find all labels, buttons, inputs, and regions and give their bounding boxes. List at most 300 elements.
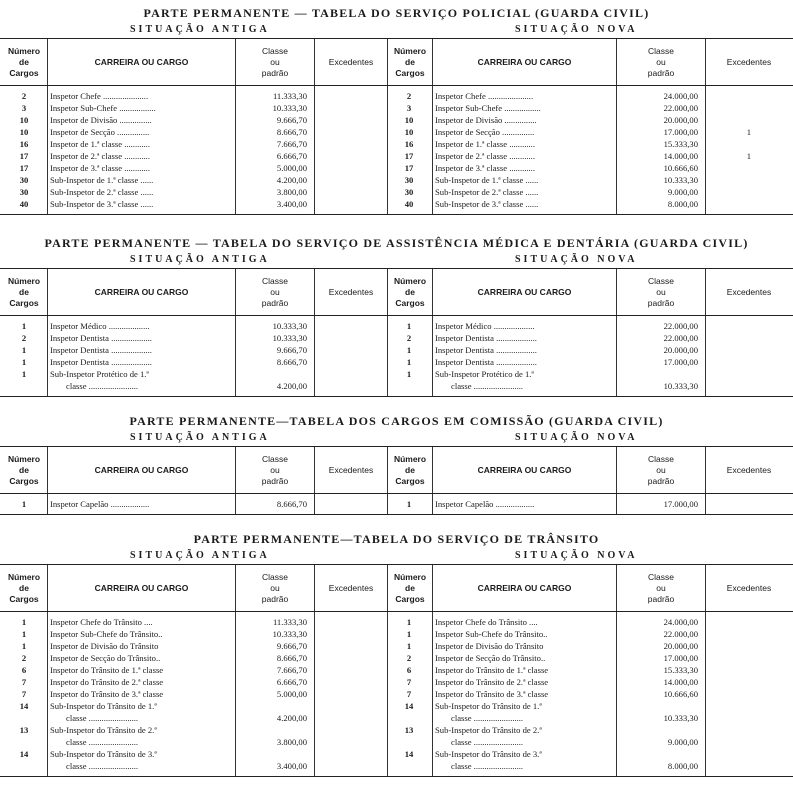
numero-cell: 14 <box>404 701 414 711</box>
classe-value-cell: 8.666,70 <box>276 127 307 137</box>
cargo-text: Sub-Inspetor de 2.ª classe ...... <box>50 187 154 197</box>
situacao-row <box>0 548 793 565</box>
cargo-cell <box>432 138 618 150</box>
classe-value-cell: 17.000,00 <box>663 653 698 663</box>
excedentes-cell <box>314 162 386 174</box>
cargo-text-cont: classe ....................... <box>451 737 524 747</box>
classe-value-cell: 17.000,00 <box>663 499 698 509</box>
header-classe-text <box>262 572 288 605</box>
table-row <box>0 700 793 724</box>
header-classe-line: padrão <box>261 297 289 308</box>
situacao-nova-label: SITUAÇÃO NOVA <box>515 550 638 561</box>
cargo-cell <box>47 320 237 332</box>
numero-cell: 13 <box>404 725 414 735</box>
numero-cell: 1 <box>406 499 412 509</box>
table-row <box>0 332 793 344</box>
cargo-cell <box>47 640 237 652</box>
numero-cell: 1 <box>406 617 412 627</box>
table-row <box>0 198 793 210</box>
header-carreira-ou-cargo <box>47 269 235 315</box>
header-excedentes <box>314 565 387 611</box>
header-classe-line: padrão <box>647 475 675 486</box>
cargo-text: Inspetor Médico ................... <box>435 321 535 331</box>
cargo-text-cont: classe ....................... <box>66 737 139 747</box>
cargo-cell <box>432 748 618 772</box>
cargo-cell <box>47 700 237 724</box>
cargo-cell <box>432 186 618 198</box>
excedentes-cell: 1 <box>746 151 751 161</box>
cargo-text: Inspetor Dentista ................... <box>435 333 537 343</box>
column-header-row <box>0 39 793 86</box>
table-row <box>0 688 793 700</box>
numero-cell: 17 <box>404 163 414 173</box>
header-classe-ou-padrao <box>235 565 314 611</box>
cargo-cell <box>47 498 237 510</box>
numero-cell: 16 <box>404 139 414 149</box>
header-numero-line: de <box>405 286 415 297</box>
excedentes-cell <box>705 174 791 186</box>
classe-value-cell: 7.666,70 <box>276 665 307 675</box>
cargo-cell <box>47 138 237 150</box>
cargo-text: Inspetor Dentista ................... <box>50 333 152 343</box>
numero-cell: 17 <box>19 151 29 161</box>
table-row <box>0 676 793 688</box>
header-classe-ou-padrao <box>616 447 705 493</box>
classe-value-cell: 14.000,00 <box>663 151 698 161</box>
excedentes-cell <box>705 344 791 356</box>
cargo-text: Sub-Inspetor do Trânsito de 2.ª <box>50 725 157 735</box>
excedentes-cell <box>705 676 791 688</box>
header-numero-line: Cargos <box>395 67 425 78</box>
header-classe-text <box>648 276 674 309</box>
cargo-cell <box>47 368 237 392</box>
cargo-cell <box>47 344 237 356</box>
header-numero-text <box>8 276 40 309</box>
header-numero-line: Número <box>7 453 41 464</box>
header-numero-line: Número <box>393 571 427 582</box>
header-classe-line: Classe <box>648 45 674 56</box>
numero-cell: 2 <box>21 333 27 343</box>
classe-value-cell: 22.000,00 <box>663 103 698 113</box>
cargo-text: Sub-Inspetor Protético de 1.ª <box>50 369 149 379</box>
excedentes-cell <box>705 368 791 392</box>
excedentes-cell <box>314 320 386 332</box>
excedentes-cell <box>705 688 791 700</box>
cargo-cell <box>432 344 618 356</box>
header-classe-text <box>262 454 288 487</box>
numero-cell: 3 <box>21 103 27 113</box>
cargo-cell <box>47 332 237 344</box>
cargo-text: Inspetor Sub-Chefe ................. <box>50 103 156 113</box>
cargo-cell <box>432 628 618 640</box>
situacao-antiga-label: SITUAÇÃO ANTIGA <box>130 550 270 561</box>
header-numero-text <box>394 46 426 79</box>
cargo-cell <box>47 664 237 676</box>
cargo-cell <box>432 114 618 126</box>
header-classe-line: ou <box>656 582 666 593</box>
cargo-text: Inspetor de Divisão ............... <box>435 115 537 125</box>
numero-cell: 17 <box>404 151 414 161</box>
cargo-text: Inspetor do Trânsito de 3.ª classe <box>435 689 549 699</box>
numero-cell: 1 <box>406 629 412 639</box>
cargo-cell <box>47 688 237 700</box>
excedentes-cell <box>705 138 791 150</box>
header-carreira-ou-cargo <box>47 565 235 611</box>
header-excedentes <box>705 447 792 493</box>
excedentes-cell <box>705 186 791 198</box>
cargo-text: Inspetor de 3.ª classe ............ <box>50 163 150 173</box>
classe-value-cell: 10.333,30 <box>272 333 307 343</box>
table-row <box>0 102 793 114</box>
cargo-text: Inspetor Dentista ................... <box>50 345 152 355</box>
header-numero-cargos <box>387 39 432 85</box>
header-numero-cargos <box>387 565 432 611</box>
excedentes-cell <box>314 138 386 150</box>
situacao-antiga-label: SITUAÇÃO ANTIGA <box>130 254 270 265</box>
numero-cell: 10 <box>19 115 29 125</box>
cargo-text: Inspetor de Divisão do Trânsito <box>435 641 544 651</box>
excedentes-cell <box>314 724 386 748</box>
cargo-text: Sub-Inspetor de 3.ª classe ...... <box>50 199 154 209</box>
header-classe-line: ou <box>656 56 666 67</box>
cargo-cell <box>47 628 237 640</box>
header-numero-line: Cargos <box>395 475 425 486</box>
header-classe-line: Classe <box>648 275 674 286</box>
excedentes-cell <box>314 498 386 510</box>
cargo-cell <box>432 688 618 700</box>
numero-cell: 2 <box>406 91 412 101</box>
excedentes-cell <box>314 198 386 210</box>
header-numero-text <box>8 46 40 79</box>
header-numero-line: Cargos <box>9 475 39 486</box>
cargo-cell <box>47 676 237 688</box>
header-classe-ou-padrao <box>616 39 705 85</box>
classe-value-cell: 8.666,70 <box>276 357 307 367</box>
header-numero-line: Cargos <box>9 67 39 78</box>
table-row <box>0 138 793 150</box>
cargo-cell <box>47 652 237 664</box>
cargo-cell <box>47 174 237 186</box>
cargo-cell <box>432 498 618 510</box>
table-row <box>0 150 793 162</box>
header-carreira-ou-cargo <box>47 39 235 85</box>
table-row <box>0 628 793 640</box>
cargo-text: Inspetor do Trânsito de 3.ª classe <box>50 689 164 699</box>
numero-cell: 1 <box>21 345 27 355</box>
excedentes-cell <box>314 332 386 344</box>
cargo-text: Sub-Inspetor de 1.ª classe ...... <box>435 175 539 185</box>
table-row <box>0 114 793 126</box>
header-carreira-text: CARREIRA OU CARGO <box>477 464 572 475</box>
cargo-cell <box>47 150 237 162</box>
header-numero-cargos <box>2 39 46 85</box>
excedentes-cell <box>705 616 791 628</box>
excedentes-cell <box>314 700 386 724</box>
table-title: PARTE PERMANENTE — TABELA DO SERVIÇO POLICIAL (GUARDA CIVIL) <box>143 6 650 20</box>
cargo-text: Inspetor de Secção ............... <box>435 127 535 137</box>
header-classe-ou-padrao <box>616 565 705 611</box>
classe-value-cell: 4.200,00 <box>276 381 307 391</box>
table-row <box>0 640 793 652</box>
classe-value-cell: 10.333,30 <box>272 103 307 113</box>
classe-value-cell: 10.333,30 <box>663 713 698 723</box>
excedentes-cell <box>705 724 791 748</box>
classe-value-cell: 11.333,30 <box>272 91 307 101</box>
excedentes-cell <box>705 628 791 640</box>
cargo-cell <box>432 150 618 162</box>
header-numero-cargos <box>2 269 46 315</box>
cargo-text: Inspetor do Trânsito de 2.ª classe <box>50 677 164 687</box>
header-carreira-ou-cargo <box>432 565 616 611</box>
excedentes-cell <box>314 356 386 368</box>
header-classe-line: Classe <box>262 275 288 286</box>
header-classe-text <box>648 454 674 487</box>
header-numero-line: Número <box>7 45 41 56</box>
numero-cell: 10 <box>19 127 29 137</box>
classe-value-cell: 15.333,30 <box>663 665 698 675</box>
header-numero-cargos <box>387 447 432 493</box>
header-classe-line: padrão <box>261 67 289 78</box>
classe-value-cell: 15.333,30 <box>663 139 698 149</box>
table-body <box>0 316 793 397</box>
cargo-text-cont: classe ....................... <box>451 381 524 391</box>
cargo-text: Inspetor de Divisão ............... <box>50 115 152 125</box>
cargo-text: Inspetor Dentista ................... <box>435 357 537 367</box>
header-classe-line: Classe <box>262 45 288 56</box>
numero-cell: 1 <box>406 369 412 379</box>
numero-cell: 1 <box>406 345 412 355</box>
table-row <box>0 126 793 138</box>
table-row <box>0 162 793 174</box>
situacao-nova-label: SITUAÇÃO NOVA <box>515 24 638 35</box>
table-title: PARTE PERMANENTE—TABELA DOS CARGOS EM COMISSÃO (GUARDA CIVIL) <box>129 414 664 428</box>
cargo-text: Inspetor Dentista ................... <box>50 357 152 367</box>
header-classe-line: ou <box>270 464 280 475</box>
cargo-cell <box>47 114 237 126</box>
cargo-text: Inspetor Chefe do Trânsito .... <box>50 617 153 627</box>
cargo-cell <box>432 652 618 664</box>
cargo-cell <box>432 616 618 628</box>
header-excedentes <box>705 565 792 611</box>
classe-value-cell: 20.000,00 <box>663 115 698 125</box>
classe-value-cell: 8.000,00 <box>667 761 698 771</box>
excedentes-cell <box>705 114 791 126</box>
classe-value-cell: 14.000,00 <box>663 677 698 687</box>
situacao-antiga-label: SITUAÇÃO ANTIGA <box>130 432 270 443</box>
cargo-cell <box>432 640 618 652</box>
column-header-row <box>0 565 793 612</box>
situacao-row <box>0 252 793 269</box>
numero-cell: 30 <box>404 187 414 197</box>
excedentes-cell <box>314 174 386 186</box>
classe-value-cell: 5.000,00 <box>276 163 307 173</box>
numero-cell: 10 <box>404 115 414 125</box>
header-numero-text <box>8 572 40 605</box>
classe-value-cell: 10.333,30 <box>272 321 307 331</box>
cargo-text: Inspetor de 3.ª classe ............ <box>435 163 535 173</box>
header-classe-line: padrão <box>647 593 675 604</box>
header-classe-ou-padrao <box>235 447 314 493</box>
classe-value-cell: 8.000,00 <box>667 199 698 209</box>
cargo-cell <box>47 186 237 198</box>
excedentes-cell <box>705 652 791 664</box>
cargo-text-cont: classe ....................... <box>66 381 139 391</box>
header-numero-text <box>394 276 426 309</box>
header-numero-text <box>394 572 426 605</box>
classe-value-cell: 6.666,70 <box>276 677 307 687</box>
header-classe-text <box>262 276 288 309</box>
header-numero-line: de <box>19 286 29 297</box>
header-numero-cargos <box>2 447 46 493</box>
cargo-text: Sub-Inspetor de 1.ª classe ...... <box>50 175 154 185</box>
cargo-text: Inspetor de 1.ª classe ............ <box>435 139 535 149</box>
numero-cell: 7 <box>406 677 412 687</box>
classe-value-cell: 22.000,00 <box>663 321 698 331</box>
header-numero-cargos <box>387 269 432 315</box>
header-classe-line: Classe <box>648 453 674 464</box>
classe-value-cell: 9.666,70 <box>276 115 307 125</box>
classe-value-cell: 20.000,00 <box>663 641 698 651</box>
classe-value-cell: 24.000,00 <box>663 91 698 101</box>
header-numero-line: de <box>405 56 415 67</box>
cargo-text: Inspetor de Divisão do Trânsito <box>50 641 159 651</box>
numero-cell: 1 <box>21 357 27 367</box>
header-numero-line: Cargos <box>395 297 425 308</box>
header-carreira-text: CARREIRA OU CARGO <box>94 582 189 593</box>
header-classe-line: padrão <box>647 67 675 78</box>
cargo-cell <box>432 174 618 186</box>
header-classe-line: ou <box>270 286 280 297</box>
cargo-text: Sub-Inspetor de 2.ª classe ...... <box>435 187 539 197</box>
numero-cell: 3 <box>406 103 412 113</box>
situacao-nova-label: SITUAÇÃO NOVA <box>515 432 638 443</box>
header-excedentes-text: Excedentes <box>328 56 374 67</box>
excedentes-cell <box>705 90 791 102</box>
cargo-cell <box>432 676 618 688</box>
header-excedentes <box>705 39 792 85</box>
header-classe-ou-padrao <box>235 269 314 315</box>
classe-value-cell: 8.666,70 <box>276 653 307 663</box>
classe-value-cell: 10.333,30 <box>272 629 307 639</box>
header-classe-line: Classe <box>648 571 674 582</box>
numero-cell: 1 <box>21 321 27 331</box>
excedentes-cell: 1 <box>746 127 751 137</box>
header-excedentes-text: Excedentes <box>328 464 374 475</box>
cargo-cell <box>47 724 237 748</box>
cargo-text: Inspetor Dentista ................... <box>435 345 537 355</box>
cargo-text-cont: classe ....................... <box>451 761 524 771</box>
header-carreira-text: CARREIRA OU CARGO <box>94 56 189 67</box>
header-numero-cargos <box>2 565 46 611</box>
numero-cell: 6 <box>21 665 27 675</box>
table-policial <box>0 4 793 215</box>
header-numero-line: de <box>405 582 415 593</box>
header-classe-line: ou <box>656 286 666 297</box>
header-excedentes-text: Excedentes <box>726 582 772 593</box>
cargo-text: Inspetor de Secção do Trânsito.. <box>50 653 161 663</box>
classe-value-cell: 7.666,70 <box>276 139 307 149</box>
cargo-text: Inspetor Sub-Chefe do Trânsito.. <box>435 629 548 639</box>
header-numero-line: de <box>19 56 29 67</box>
header-numero-line: Cargos <box>9 593 39 604</box>
classe-value-cell: 5.000,00 <box>276 689 307 699</box>
table-title: PARTE PERMANENTE—TABELA DO SERVIÇO DE TRÂNSITO <box>193 532 600 546</box>
excedentes-cell <box>314 126 386 138</box>
situacao-antiga-label: SITUAÇÃO ANTIGA <box>130 24 270 35</box>
cargo-text: Sub-Inspetor do Trânsito de 3.ª <box>50 749 157 759</box>
header-classe-line: ou <box>270 56 280 67</box>
header-numero-line: Número <box>393 275 427 286</box>
cargo-cell <box>47 162 237 174</box>
numero-cell: 30 <box>19 175 29 185</box>
classe-value-cell: 10.333,30 <box>663 175 698 185</box>
excedentes-cell <box>314 664 386 676</box>
header-numero-line: de <box>19 464 29 475</box>
numero-cell: 2 <box>21 653 27 663</box>
cargo-cell <box>47 102 237 114</box>
cargo-cell <box>47 748 237 772</box>
header-excedentes <box>314 447 387 493</box>
header-numero-text <box>394 454 426 487</box>
cargo-text: Inspetor de Secção do Trânsito.. <box>435 653 546 663</box>
excedentes-cell <box>314 344 386 356</box>
classe-value-cell: 22.000,00 <box>663 333 698 343</box>
table-body <box>0 612 793 777</box>
header-numero-text <box>8 454 40 487</box>
numero-cell: 1 <box>21 641 27 651</box>
header-classe-line: padrão <box>261 475 289 486</box>
excedentes-cell <box>705 664 791 676</box>
table-title: PARTE PERMANENTE — TABELA DO SERVIÇO DE ASSISTÊNCIA MÉDICA E DENTÁRIA (GUARDA CIVIL) <box>44 236 749 250</box>
header-excedentes-text: Excedentes <box>726 56 772 67</box>
header-excedentes-text: Excedentes <box>726 464 772 475</box>
numero-cell: 1 <box>21 369 27 379</box>
classe-value-cell: 10.666,60 <box>663 689 698 699</box>
cargo-cell <box>47 126 237 138</box>
table-row <box>0 90 793 102</box>
numero-cell: 2 <box>406 333 412 343</box>
header-classe-ou-padrao <box>616 269 705 315</box>
numero-cell: 13 <box>19 725 29 735</box>
cargo-cell <box>47 198 237 210</box>
excedentes-cell <box>314 114 386 126</box>
numero-cell: 1 <box>406 357 412 367</box>
excedentes-cell <box>314 368 386 392</box>
table-row <box>0 344 793 356</box>
header-excedentes <box>314 39 387 85</box>
numero-cell: 17 <box>19 163 29 173</box>
header-classe-ou-padrao <box>235 39 314 85</box>
cargo-text: Inspetor Médico ................... <box>50 321 150 331</box>
cargo-text-cont: classe ....................... <box>66 713 139 723</box>
cargo-text: Inspetor de 1.ª classe ............ <box>50 139 150 149</box>
excedentes-cell <box>314 652 386 664</box>
cargo-text: Inspetor Chefe ..................... <box>435 91 534 101</box>
numero-cell: 40 <box>404 199 414 209</box>
header-numero-line: Cargos <box>9 297 39 308</box>
cargo-text: Inspetor Capelão .................. <box>50 499 150 509</box>
cargo-cell <box>432 320 618 332</box>
header-numero-line: Número <box>7 275 41 286</box>
cargo-text: Inspetor de 2.ª classe ............ <box>435 151 535 161</box>
header-carreira-text: CARREIRA OU CARGO <box>477 56 572 67</box>
numero-cell: 7 <box>21 677 27 687</box>
cargo-cell <box>47 616 237 628</box>
numero-cell: 10 <box>404 127 414 137</box>
cargo-text: Sub-Inspetor de 3.ª classe ...... <box>435 199 539 209</box>
header-classe-line: padrão <box>261 593 289 604</box>
header-excedentes-text: Excedentes <box>726 286 772 297</box>
